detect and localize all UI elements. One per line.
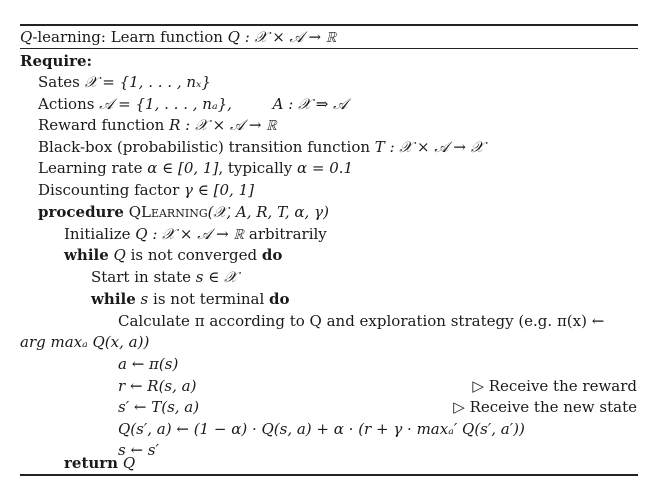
- update-math: Q(s′, a) ← (1 − α) · Q(s, a) + α · (r + γ · maxₐ′ Q(s′, a′)): [118, 420, 525, 438]
- transition-math: T : 𝒳 × 𝒜 → 𝒳: [374, 138, 484, 156]
- do-keyword: do: [261, 246, 283, 264]
- do-inner-keyword: do: [269, 290, 290, 308]
- learning-rate-math: α ∈ [0, 1]: [147, 159, 219, 177]
- while-outer-text: is not converged: [125, 246, 262, 264]
- procedure-name: QLearning: [128, 203, 208, 221]
- line-update: [118, 420, 525, 439]
- line-while-outer: [64, 246, 282, 265]
- line-discount: [38, 181, 254, 200]
- choose-action-math: a ← π(s): [118, 355, 179, 373]
- caption-q-var: Q: [20, 28, 33, 46]
- line-while-inner: [91, 290, 290, 309]
- reward-math: R : 𝒳 × 𝒜 → ℝ: [169, 116, 277, 134]
- learning-rate-math-2: α = 0.1: [296, 159, 354, 177]
- line-calculate: [118, 312, 604, 331]
- receive-state-math: s′ ← T(s, a): [118, 398, 200, 416]
- line-initialize: [64, 225, 327, 244]
- line-learning-rate: [38, 159, 353, 178]
- return-math: Q: [122, 454, 136, 472]
- line-receive-reward: [118, 377, 196, 396]
- receive-reward-math: r ← R(s, a): [118, 377, 197, 395]
- while-outer-math: Q: [113, 246, 126, 264]
- line-transition: [38, 138, 484, 157]
- line-procedure: [38, 203, 329, 222]
- line-states: [38, 73, 211, 92]
- while-inner-math: s: [140, 290, 149, 308]
- procedure-args: (𝒳, A, R, T, α, γ): [207, 203, 329, 221]
- reward-text: Reward function: [38, 116, 170, 134]
- discount-math: γ ∈ [0, 1]: [184, 181, 254, 199]
- comment-receive-reward: ▷ Receive the reward: [472, 377, 637, 395]
- line-calculate-cont: [20, 333, 149, 352]
- states-math: 𝒳 = {1, . . . , nₓ}: [84, 73, 211, 91]
- line-return: [64, 454, 135, 473]
- initialize-text: Initialize: [64, 225, 136, 243]
- discount-text: Discounting factor: [38, 181, 185, 199]
- caption-math: Q : 𝒳 × 𝒜 → ℝ: [227, 28, 337, 46]
- algorithm-caption: [20, 28, 336, 47]
- while-keyword: while: [64, 246, 109, 264]
- return-keyword: return: [64, 454, 119, 472]
- procedure-keyword: procedure: [38, 203, 124, 221]
- while-inner-keyword: while: [91, 290, 136, 308]
- states-text: Sates: [38, 73, 85, 91]
- top-rule: [20, 24, 638, 26]
- line-receive-state: [118, 398, 199, 417]
- line-start-state: [91, 268, 237, 287]
- initialize-math: Q : 𝒳 × 𝒜 → ℝ: [135, 225, 245, 243]
- comment-receive-state: ▷ Receive the new state: [453, 398, 637, 416]
- learning-rate-text: Learning rate: [38, 159, 148, 177]
- line-reward: [38, 116, 277, 135]
- actions-text: Actions: [38, 95, 100, 113]
- actions-math: 𝒜 = {1, . . . , nₐ},: [99, 95, 232, 113]
- require-label: [20, 52, 92, 71]
- line-choose-action: [118, 355, 178, 374]
- while-inner-text: is not terminal: [148, 290, 270, 308]
- caption-text: -learning: Learn function: [32, 28, 228, 46]
- calculate-text: Calculate π according to Q and exploration strategy (e.g. π(x) ←: [118, 312, 605, 330]
- learning-rate-text-2: , typically: [218, 159, 297, 177]
- calculate-cont-text: arg maxₐ Q(x, a)): [20, 333, 150, 351]
- require-keyword: Require:: [20, 52, 93, 70]
- transition-text: Black-box (probabilistic) transition function: [38, 138, 375, 156]
- initialize-text-2: arbitrarily: [244, 225, 327, 243]
- actions-math-2: A : 𝒳 ⇒ 𝒜: [272, 95, 348, 113]
- line-actions: [38, 95, 347, 114]
- start-state-math: s ∈ 𝒳: [195, 268, 238, 286]
- assign-state-math: s ← s′: [118, 441, 159, 459]
- start-state-text: Start in state: [91, 268, 196, 286]
- bottom-rule: [20, 474, 638, 476]
- caption-rule: [20, 48, 638, 49]
